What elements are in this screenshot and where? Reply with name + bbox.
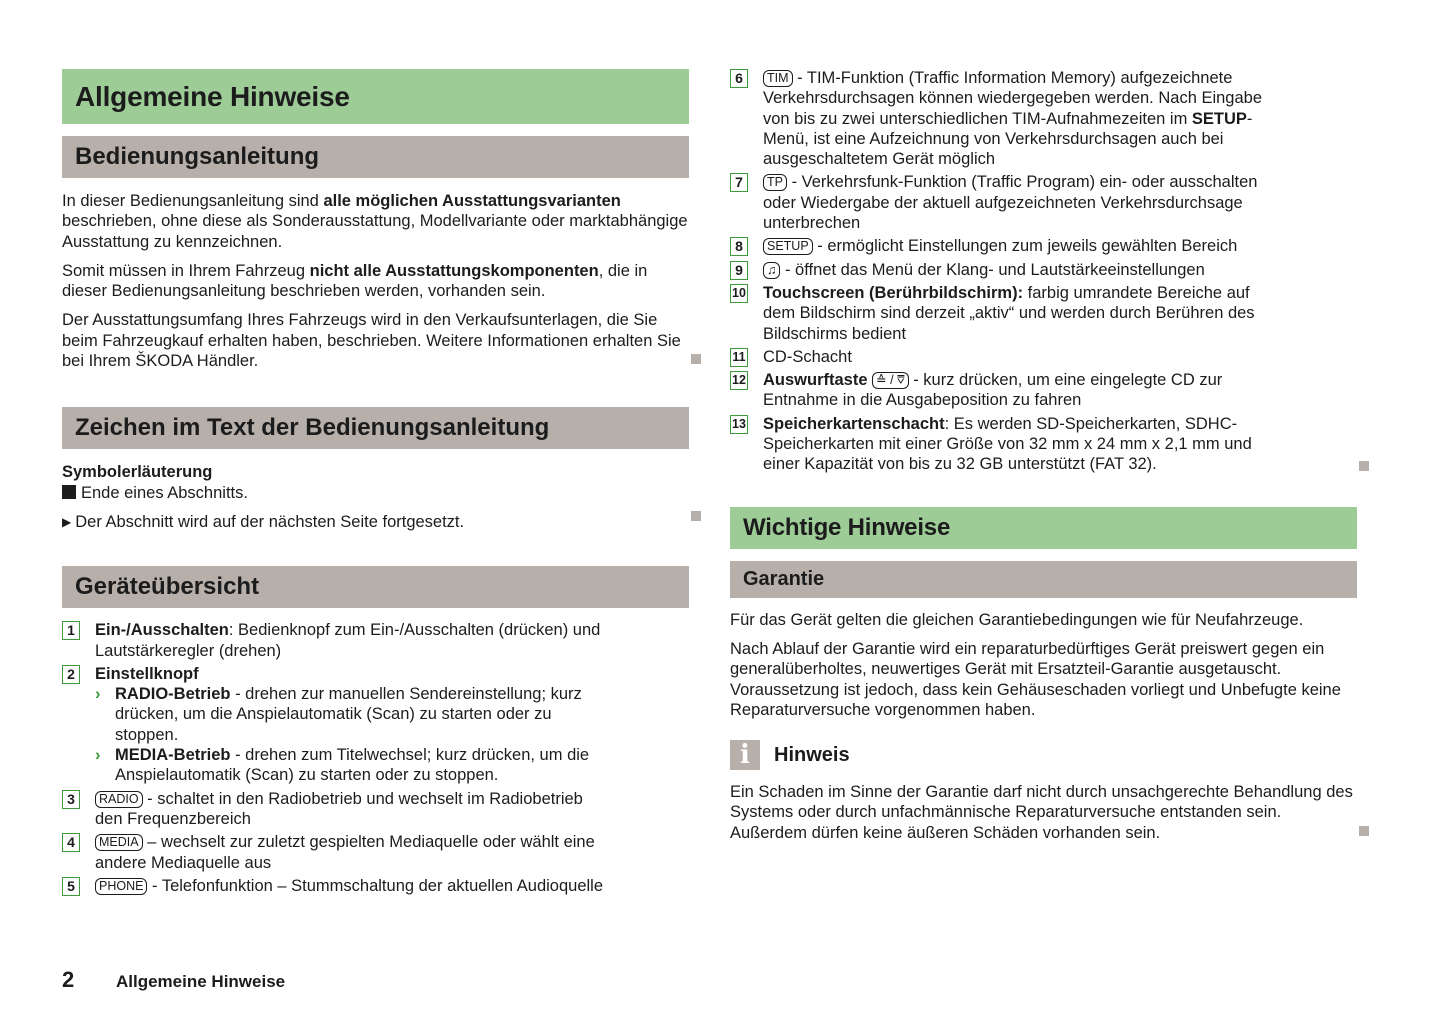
list-item: 11 CD-Schacht xyxy=(730,347,1275,367)
item-number: 10 xyxy=(730,284,748,303)
radio-key-icon: RADIO xyxy=(95,791,143,808)
section-garantie-body xyxy=(730,610,1357,720)
list-item: 13 Speicherkartenschacht: Es werden SD-Speicherkarten, SDHC-Speicherkarten mit einer Größe von 32 mm x 24 mm x 2,1 mm und einer Kapazität von bis zu 32 GB unterstützt (FAT 32). xyxy=(730,414,1275,475)
media-key-icon: MEDIA xyxy=(95,834,143,851)
note-text: Ein Schaden im Sinne der Garantie darf nicht durch unsachgerechte Behandlung des Systems oder durch unfachmännische Reparaturversuche entstanden sein. Außerdem dürfen keine äußeren Schäden vorhanden sein. xyxy=(730,783,1353,842)
chevron-right-icon: › xyxy=(95,746,101,765)
list-item: 8 SETUP - ermöglicht Einstellungen zum jeweils gewählten Bereich xyxy=(730,236,1275,256)
section-end-marker-icon xyxy=(691,511,701,521)
tp-key-icon: TP xyxy=(763,174,787,191)
setup-key-icon: SETUP xyxy=(763,238,813,255)
paragraph: Der Ausstattungsumfang Ihres Fahrzeugs wird in den Verkaufsunterlagen, die Sie beim Fahrzeugkauf erhalten haben, beschrieben. Weitere Informationen erhalten Sie bei Ihrem ŠKODA Händler. xyxy=(62,311,681,371)
page-footer xyxy=(62,967,285,993)
list-item: 6 TIM - TIM-Funktion (Traffic Information Memory) aufgezeichnete Verkehrsdurchsagen können wiedergegeben werden. Nach Eingabe von bis zu zwei unterschiedlichen TIM-Aufnahmezeiten im SETUP-Menü, ist eine Aufzeichnung von Verkehrsdurchsagen auch bei ausgeschaltetem Gerät möglich xyxy=(730,68,1275,169)
note-title: Hinweis xyxy=(774,743,850,766)
eject-key-icon: ≙ / ⩢ xyxy=(872,372,909,389)
page-number: 2 xyxy=(62,967,75,992)
section-heading-garantie: Garantie xyxy=(730,561,1357,598)
item-number: 3 xyxy=(62,790,80,809)
info-icon: i xyxy=(730,740,760,770)
section-bedienungsanleitung-body xyxy=(62,191,689,371)
section-end-marker-icon xyxy=(1359,826,1369,836)
chapter-title: Allgemeine Hinweise xyxy=(116,972,286,991)
sub-item: › RADIO-Betrieb - drehen zur manuellen Sendereinstellung; kurz drücken, um die Anspielautomatik (Scan) zu starten oder zu stoppen. xyxy=(95,685,582,744)
list-item: 10 Touchscreen (Berührbildschirm): farbig umrandete Bereiche auf dem Bildschirm sind derzeit „aktiv“ und werden durch Berühren des Bildschirms bedient xyxy=(730,283,1275,344)
item-number: 6 xyxy=(730,69,748,88)
chevron-right-icon: › xyxy=(95,685,101,704)
device-overview-list xyxy=(62,620,607,896)
section-heading-bedienungsanleitung: Bedienungsanleitung xyxy=(62,136,689,178)
paragraph: Somit müssen in Ihrem Fahrzeug nicht alle Ausstattungskomponenten, die in dieser Bedienungsanleitung beschrieben werden, vorhanden sein. xyxy=(62,261,648,301)
list-item: 2 Einstellknopf › RADIO-Betrieb - drehen zur manuellen Sendereinstellung; kurz drücken, um die Anspielautomatik (Scan) zu starten oder zu stoppen. › MEDIA-Betrieb - drehen zum Titelwechsel; kurz drücken, um die Anspielautomatik (Scan) zu starten oder zu stoppen. xyxy=(62,664,607,786)
main-heading: Allgemeine Hinweise xyxy=(62,69,689,124)
section-end-marker-icon xyxy=(691,354,701,364)
item-number: 8 xyxy=(730,237,748,256)
phone-key-icon: PHONE xyxy=(95,878,147,895)
item-number: 11 xyxy=(730,348,748,367)
item-number: 1 xyxy=(62,621,80,640)
end-symbol-line: Ende eines Abschnitts. xyxy=(62,483,689,503)
item-number: 4 xyxy=(62,833,80,852)
item-number: 9 xyxy=(730,261,748,280)
paragraph: Nach Ablauf der Garantie wird ein reparaturbedürftiges Gerät preiswert gegen ein generalüberholtes, neuwertiges Gerät mit Ersatzteil-Garantie ausgetauscht. Voraussetzung ist jedoch, dass kein Gehäuseschaden vorliegt und Unbefugte keine Reparaturversuche vorgenommen haben. xyxy=(730,639,1341,719)
item-number: 13 xyxy=(730,415,748,434)
item-number: 5 xyxy=(62,877,80,896)
list-item: 1 Ein-/Ausschalten: Bedienknopf zum Ein-/Ausschalten (drücken) und Lautstärkeregler (drehen) xyxy=(62,620,607,661)
bold-text: alle möglichen Ausstattungsvarianten xyxy=(323,192,621,210)
main-heading-wichtige-hinweise: Wichtige Hinweise xyxy=(730,507,1357,549)
list-item: 5 PHONE - Telefonfunktion – Stummschaltung der aktuellen Audioquelle xyxy=(62,876,607,896)
paragraph: Für das Gerät gelten die gleichen Garantiebedingungen wie für Neufahrzeuge. xyxy=(730,610,1304,629)
list-item: 12 Auswurftaste ≙ / ⩢ - kurz drücken, um eine eingelegte CD zur Entnahme in die Ausgabeposition zu fahren xyxy=(730,370,1275,411)
section-heading-zeichen: Zeichen im Text der Bedienungsanleitung xyxy=(62,407,689,449)
note-header xyxy=(730,740,1357,770)
continue-arrow-icon: ▶ xyxy=(62,514,72,529)
list-item: 9 ♫ - öffnet das Menü der Klang- und Lautstärkeeinstellungen xyxy=(730,260,1275,280)
paragraph: In dieser Bedienungsanleitung sind alle möglichen Ausstattungsvarianten beschrieben, ohne diese als Sonderausstattung, Modellvariante oder marktabhängige Ausstattung zu kennzeichnen. xyxy=(62,192,688,251)
section-heading-geraeteuebersicht: Geräteübersicht xyxy=(62,566,689,608)
end-of-section-icon xyxy=(62,485,76,499)
list-item: 4 MEDIA – wechselt zur zuletzt gespielten Mediaquelle oder wählt eine andere Mediaquelle aus xyxy=(62,832,607,873)
sub-item: › MEDIA-Betrieb - drehen zum Titelwechsel; kurz drücken, um die Anspielautomatik (Scan) zu starten oder zu stoppen. xyxy=(95,746,590,785)
list-item: 7 TP - Verkehrsfunk-Funktion (Traffic Program) ein- oder ausschalten oder Wiedergabe der aktuell aufgezeichneten Verkehrsdurchsage unterbrechen xyxy=(730,172,1275,233)
list-item: 3 RADIO - schaltet in den Radiobetrieb und wechselt im Radiobetrieb den Frequenzbereich xyxy=(62,789,607,830)
bold-text: nicht alle Ausstattungskomponenten xyxy=(309,261,599,280)
left-column xyxy=(62,69,689,899)
sound-key-icon: ♫ xyxy=(763,262,780,279)
section-zeichen-body xyxy=(62,462,689,532)
item-number: 7 xyxy=(730,173,748,192)
tim-key-icon: TIM xyxy=(763,70,793,87)
right-column xyxy=(730,68,1357,843)
item-number: 2 xyxy=(62,665,80,684)
continue-symbol-line: ▶ Der Abschnitt wird auf der nächsten Seite fortgesetzt. xyxy=(62,512,465,531)
item-number: 12 xyxy=(730,371,748,390)
section-end-marker-icon xyxy=(1359,461,1369,471)
symbol-explanation-title: Symbolerläuterung xyxy=(62,463,213,482)
device-overview-list-continued xyxy=(730,68,1275,475)
